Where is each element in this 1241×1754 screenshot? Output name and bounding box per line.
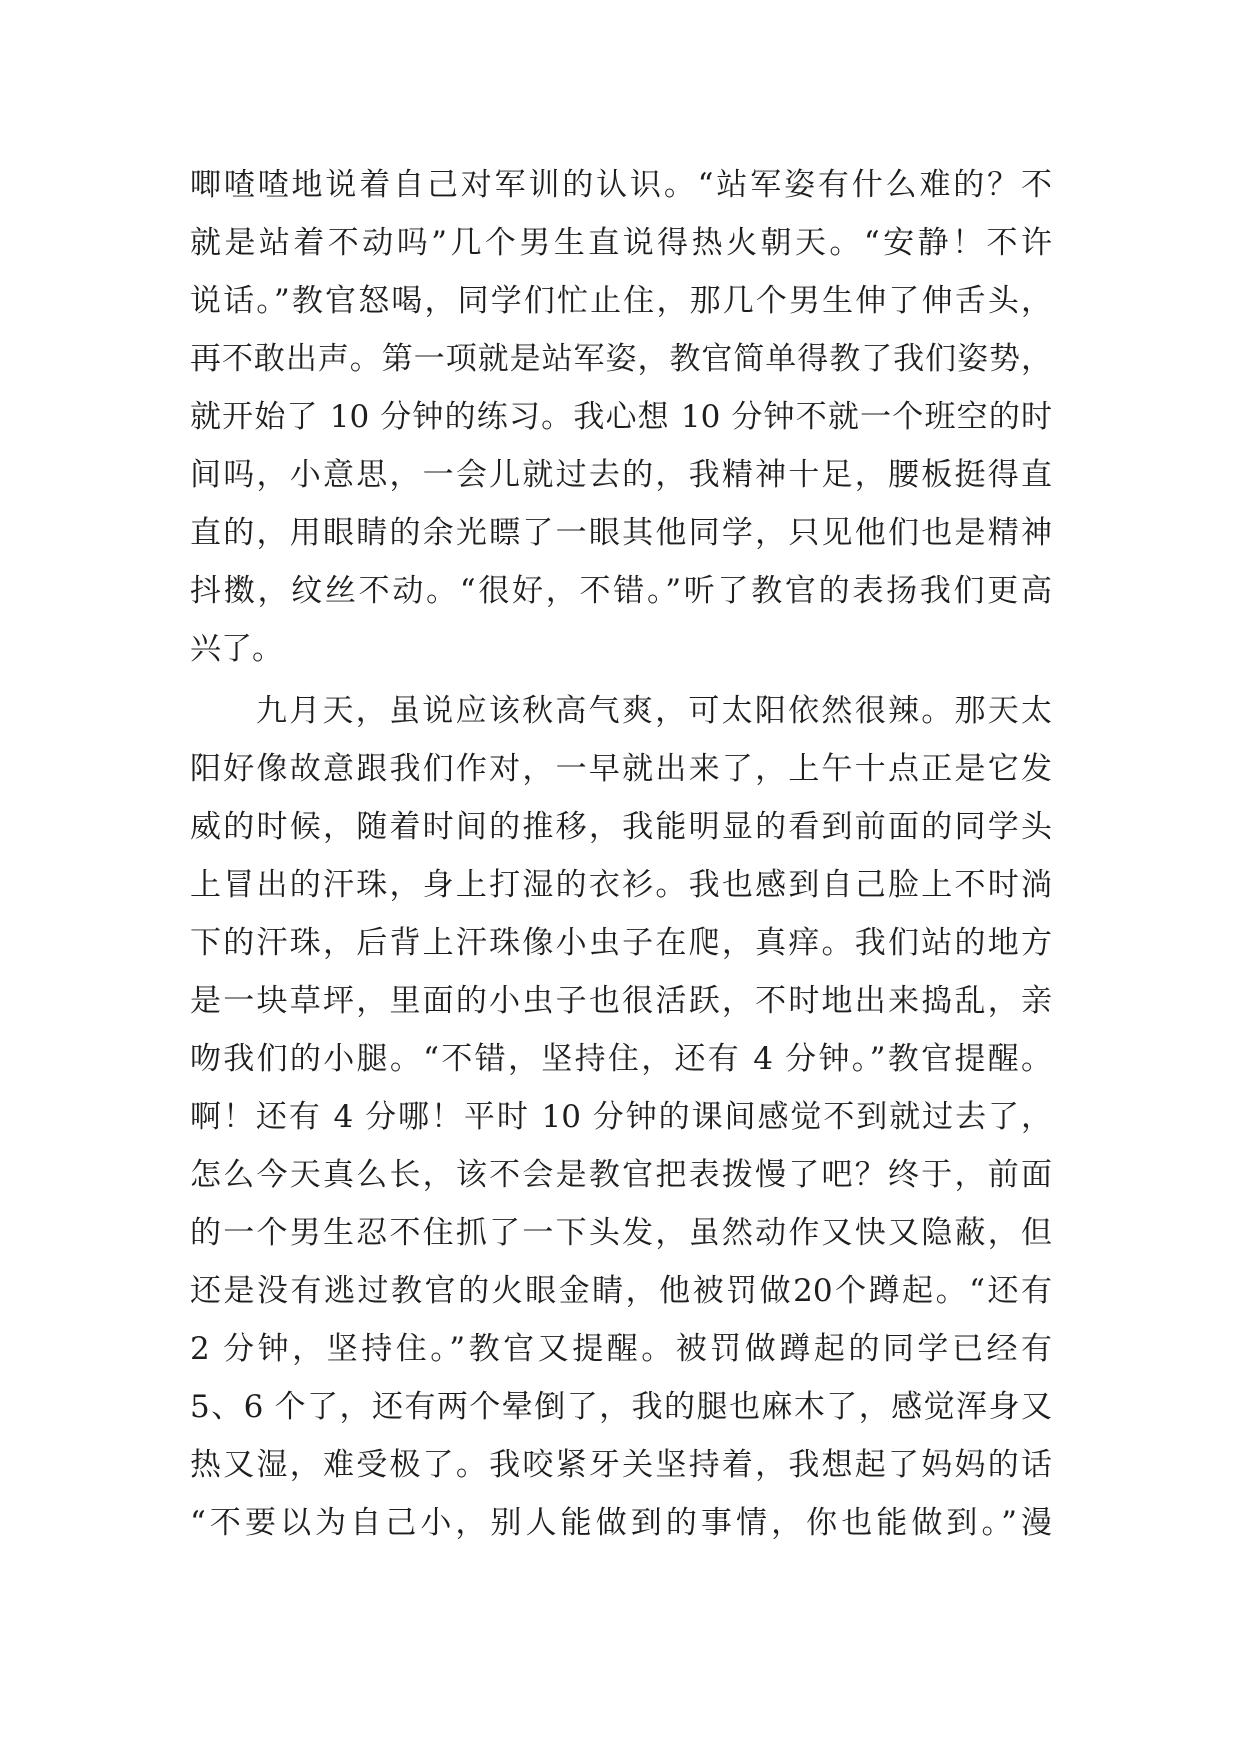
- text-line: 5、6 个了，还有两个晕倒了，我的腿也麻木了，感觉浑身又: [190, 1389, 1052, 1425]
- text-line: 啊！还有 4 分哪！平时 10 分钟的课间感觉不到就过去了，: [190, 1099, 1052, 1135]
- text-line: 威的时候，随着时间的推移，我能明显的看到前面的同学头: [190, 809, 1052, 845]
- text-line: 阳好像故意跟我们作对，一早就出来了，上午十点正是它发: [190, 751, 1052, 787]
- text-line: 2 分钟，坚持住。”教官又提醒。被罚做蹲起的同学已经有: [190, 1331, 1052, 1367]
- paragraph: [190, 682, 1052, 1552]
- text-line: 是一块草坪，里面的小虫子也很活跃，不时地出来捣乱，亲: [190, 983, 1052, 1019]
- text-line: 直的，用眼睛的余光瞟了一眼其他同学，只见他们也是精神: [190, 515, 1052, 551]
- text-line: 就开始了 10 分钟的练习。我心想 10 分钟不就一个班空的时: [190, 399, 1052, 435]
- text-line: 抖擞，纹丝不动。“很好，不错。”听了教官的表扬我们更高: [190, 573, 1052, 609]
- text-line: 怎么今天真么长，该不会是教官把表拨慢了吧？终于，前面: [190, 1157, 1052, 1193]
- text-line: “不要以为自己小，别人能做到的事情，你也能做到。”漫: [190, 1505, 1052, 1541]
- text-line: 间吗，小意思，一会儿就过去的，我精神十足，腰板挺得直: [190, 457, 1052, 493]
- text-line: 再不敢出声。第一项就是站军姿，教官简单得教了我们姿势，: [190, 341, 1052, 377]
- text-line: 吻我们的小腿。“不错，坚持住，还有 4 分钟。”教官提醒。: [190, 1041, 1052, 1077]
- text-line: 九月天，虽说应该秋高气爽，可太阳依然很辣。那天太: [256, 693, 1052, 729]
- text-line: 的一个男生忍不住抓了一下头发，虽然动作又快又隐蔽，但: [190, 1215, 1052, 1251]
- text-line: 就是站着不动吗”几个男生直说得热火朝天。“安静！不许: [190, 225, 1052, 261]
- text-line: 下的汗珠，后背上汗珠像小虫子在爬，真痒。我们站的地方: [190, 925, 1052, 961]
- text-line: 还是没有逃过教官的火眼金睛，他被罚做20个蹲起。“还有: [190, 1273, 1052, 1309]
- text-line: 说话。”教官怒喝，同学们忙止住，那几个男生伸了伸舌头，: [190, 283, 1052, 319]
- text-line: 兴了。: [190, 631, 283, 667]
- text-line: 唧喳喳地说着自己对军训的认识。“站军姿有什么难的？不: [190, 167, 1052, 203]
- paragraph: [190, 156, 1052, 678]
- text-line: 上冒出的汗珠，身上打湿的衣衫。我也感到自己脸上不时淌: [190, 867, 1052, 903]
- text-line: 热又湿，难受极了。我咬紧牙关坚持着，我想起了妈妈的话: [190, 1447, 1052, 1483]
